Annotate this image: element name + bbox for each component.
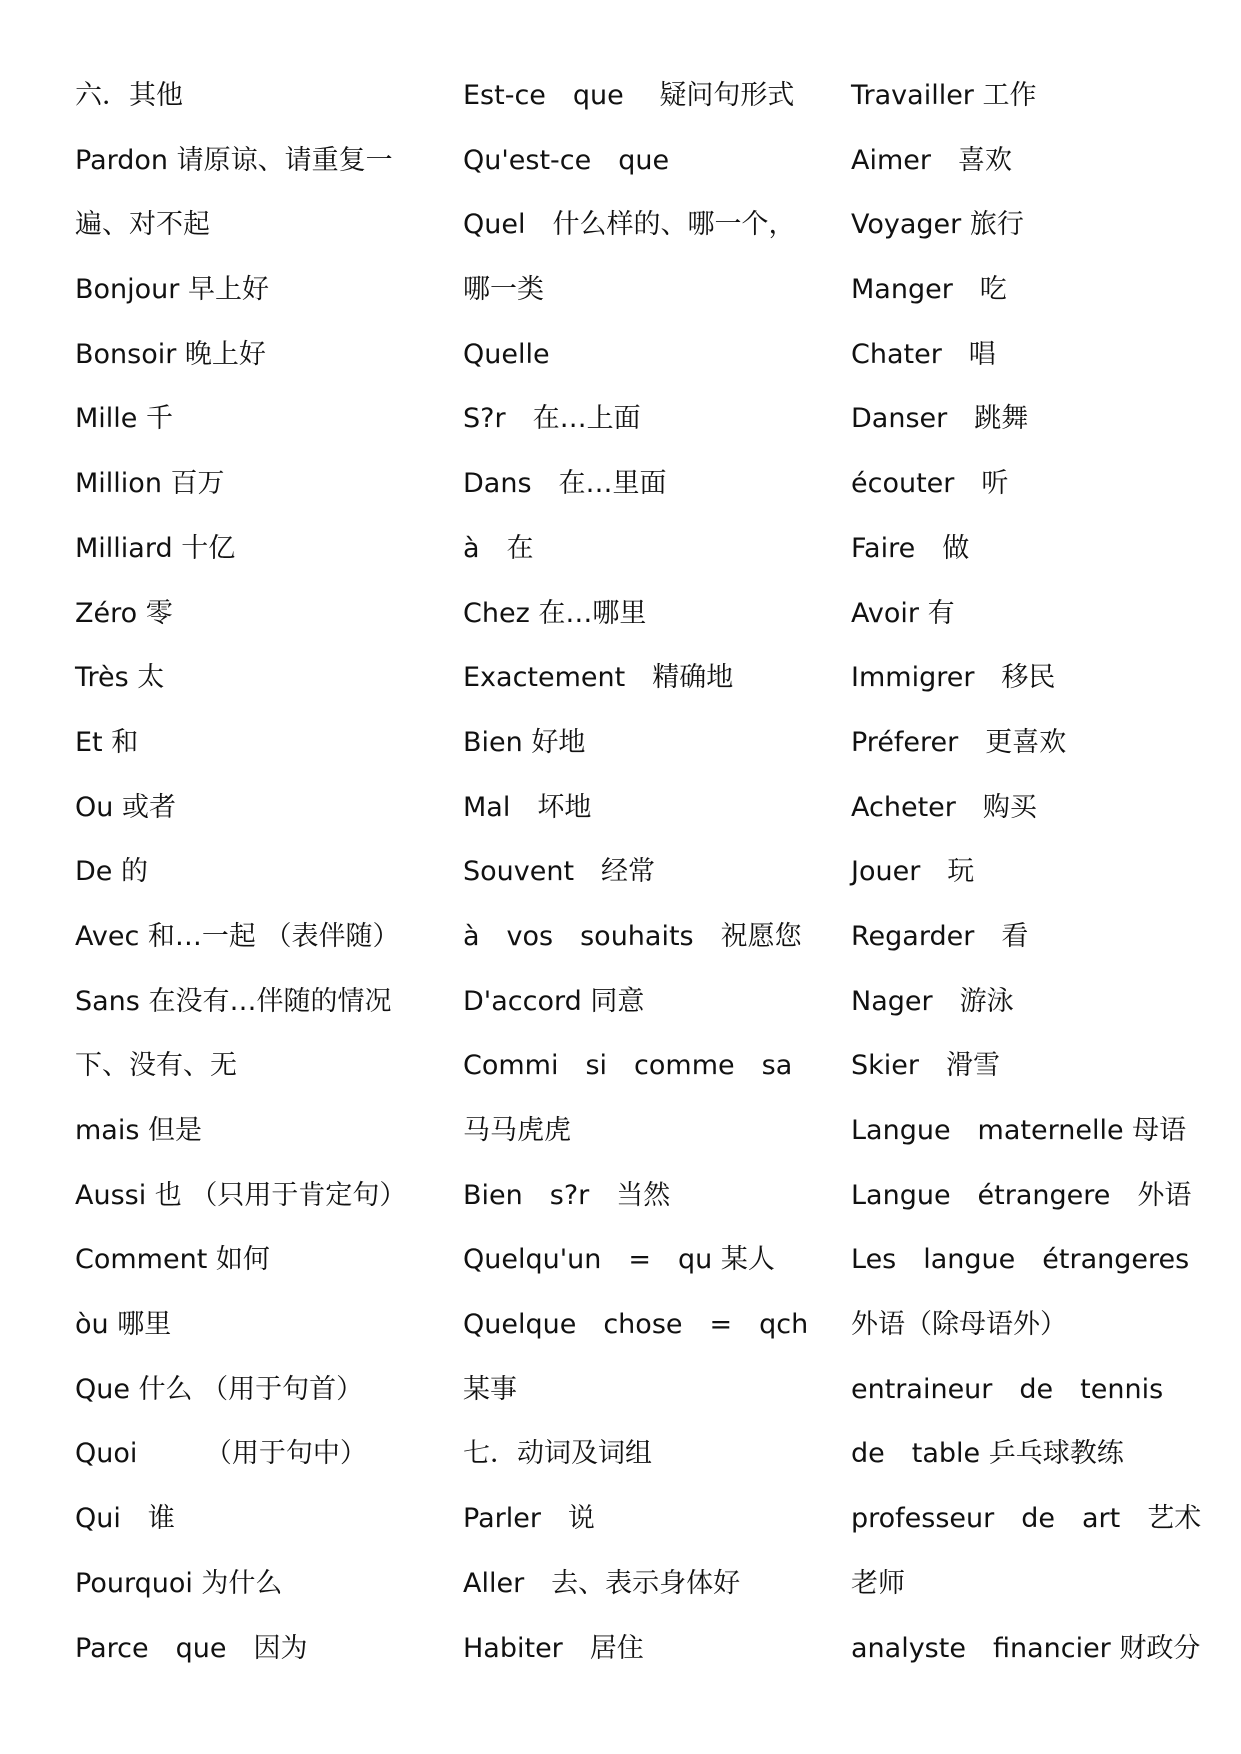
vocab-line: Souvent 经常 bbox=[463, 856, 656, 888]
vocab-line: Est-ce que 疑问句形式 bbox=[463, 80, 795, 111]
vocab-line: Quel 什么样的、哪一个， bbox=[463, 209, 796, 241]
vocab-line: Préferer 更喜欢 bbox=[851, 726, 1067, 758]
vocab-line: Avoir 有 bbox=[851, 597, 955, 629]
vocab-line: Que 什么 （用于句首） bbox=[75, 1373, 364, 1405]
vocab-line: Exactement 精确地 bbox=[463, 662, 734, 694]
vocab-line: òu 哪里 bbox=[75, 1309, 172, 1341]
vocab-line: Bien s?r 当然 bbox=[463, 1179, 671, 1211]
vocab-line: Regarder 看 bbox=[851, 920, 1029, 952]
vocab-line: Bien 好地 bbox=[463, 726, 586, 758]
vocab-column-3 bbox=[851, 64, 1211, 1681]
vocab-line: Quelque chose = qch bbox=[463, 1309, 809, 1341]
vocab-line: Qui 谁 bbox=[75, 1503, 175, 1535]
vocab-line: De 的 bbox=[75, 856, 148, 888]
vocab-line: Très 太 bbox=[75, 662, 165, 694]
vocab-line: entraineur de tennis bbox=[851, 1373, 1164, 1405]
vocab-line: Pourquoi 为什么 bbox=[75, 1567, 283, 1599]
vocab-line: Mille 千 bbox=[75, 403, 173, 435]
vocab-line: Jouer 玩 bbox=[851, 856, 975, 888]
vocab-line: Quoi （用于句中） bbox=[75, 1438, 367, 1470]
vocab-line: Comment 如何 bbox=[75, 1244, 270, 1276]
vocab-line: Parce que 因为 bbox=[75, 1632, 308, 1664]
vocab-line: Danser 跳舞 bbox=[851, 403, 1029, 435]
vocab-line: Parler 说 bbox=[463, 1503, 595, 1535]
vocab-line: Ou 或者 bbox=[75, 791, 176, 823]
vocab-line: Travailler 工作 bbox=[851, 80, 1037, 111]
vocab-line: Langue maternelle 母语 bbox=[851, 1115, 1187, 1146]
vocab-line: Nager 游泳 bbox=[851, 985, 1014, 1017]
vocab-line: Acheter 购买 bbox=[851, 791, 1037, 823]
vocab-line: Immigrer 移民 bbox=[851, 662, 1056, 694]
vocab-line: Bonjour 早上好 bbox=[75, 274, 269, 306]
vocab-line: Skier 滑雪 bbox=[851, 1050, 1000, 1082]
vocab-line: Aimer 喜欢 bbox=[851, 144, 1012, 176]
section-heading: 七．动词及词组 bbox=[463, 1438, 652, 1470]
vocab-line: S?r 在…上面 bbox=[463, 403, 641, 435]
vocab-line: analyste financier 财政分 bbox=[851, 1632, 1201, 1664]
vocab-line: mais 但是 bbox=[75, 1115, 202, 1146]
vocab-line: Avec 和…一起 （表伴随） bbox=[75, 920, 400, 952]
vocab-line: Langue étrangere 外语 bbox=[851, 1179, 1192, 1211]
vocab-line: 遍、对不起 bbox=[75, 209, 210, 241]
vocab-column-2 bbox=[463, 64, 823, 1681]
vocab-line: Zéro 零 bbox=[75, 597, 173, 629]
vocab-line: 老师 bbox=[851, 1567, 905, 1599]
vocab-line: Pardon 请原谅、请重复一 bbox=[75, 144, 393, 176]
vocab-line: Voyager 旅行 bbox=[851, 209, 1024, 241]
vocab-line: 马马虎虎 bbox=[463, 1115, 571, 1146]
vocab-line: Chez 在…哪里 bbox=[463, 597, 647, 629]
vocab-line: Qu'est-ce que bbox=[463, 144, 670, 176]
vocab-line: Chater 唱 bbox=[851, 338, 996, 370]
vocab-line: 六．其他 bbox=[75, 80, 183, 111]
vocab-line: Dans 在…里面 bbox=[463, 468, 667, 500]
vocab-line: 某事 bbox=[463, 1373, 517, 1405]
vocab-line: Million 百万 bbox=[75, 468, 225, 500]
vocab-line: Manger 吃 bbox=[851, 274, 1007, 306]
vocab-line: de table 乒乓球教练 bbox=[851, 1438, 1124, 1470]
vocab-line: Sans 在没有…伴随的情况 bbox=[75, 985, 392, 1017]
vocab-line: 哪一类 bbox=[463, 274, 544, 306]
vocab-line: écouter 听 bbox=[851, 468, 1009, 500]
vocab-line: Aussi 也 （只用于肯定句） bbox=[75, 1179, 407, 1211]
vocab-column-1 bbox=[75, 64, 435, 1681]
vocab-line: à vos souhaits 祝愿您 bbox=[463, 920, 802, 952]
vocab-line: Quelle bbox=[463, 338, 550, 370]
vocab-line: Commi si comme sa bbox=[463, 1050, 793, 1082]
vocab-line: Les langue étrangeres bbox=[851, 1244, 1190, 1276]
vocab-line: 外语（除母语外） bbox=[851, 1309, 1067, 1341]
vocab-line: Aller 去、表示身体好 bbox=[463, 1567, 741, 1599]
vocab-line: Et 和 bbox=[75, 726, 139, 758]
vocab-line: Bonsoir 晚上好 bbox=[75, 338, 266, 370]
vocab-line: Faire 做 bbox=[851, 532, 970, 564]
vocab-line: Quelqu'un = qu 某人 bbox=[463, 1244, 775, 1276]
vocab-line: Habiter 居住 bbox=[463, 1632, 644, 1664]
vocab-line: Milliard 十亿 bbox=[75, 532, 236, 564]
vocab-line: professeur de art 艺术 bbox=[851, 1503, 1202, 1535]
vocab-line: Mal 坏地 bbox=[463, 791, 592, 823]
vocab-line: 下、没有、无 bbox=[75, 1050, 237, 1082]
vocab-line: D'accord 同意 bbox=[463, 985, 645, 1017]
vocab-line: à 在 bbox=[463, 532, 534, 564]
